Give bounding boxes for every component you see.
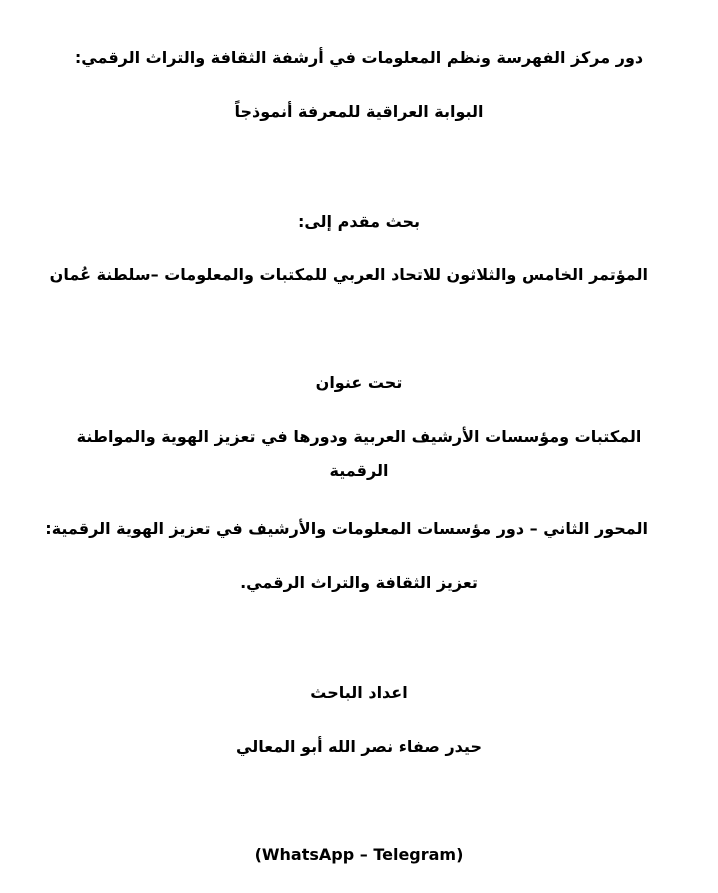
axis-line-1: المحور الثاني – دور مؤسسات المعلومات والأرشيف في تعزيز الهوية الرقمية: [45,519,648,538]
research-title-line-2: البوابة العراقية للمعرفة أنموذجاً [234,102,484,121]
submitted-to-label: بحث مقدم إلى: [297,212,421,231]
author-label: اعداد الباحث [310,683,408,702]
theme-label: تحت عنوان [315,373,403,392]
conference-name: المؤتمر الخامس والثلاثون للاتحاد العربي للمكتبات والمعلومات –سلطنة عُمان [49,265,648,284]
contact-info: (WhatsApp – Telegram) [254,845,464,864]
research-title-line-1: دور مركز الفهرسة ونظم المعلومات في أرشفة الثقافة والتراث الرقمي: [74,48,644,67]
author-name: حيدر صفاء نصر الله أبو المعالي [236,737,482,756]
axis-line-2: تعزيز الثقافة والتراث الرقمي. [240,573,478,592]
theme-text: المكتبات ومؤسسات الأرشيف العربية ودورها في تعزيز الهوية والمواطنة الرقمية [76,427,642,480]
